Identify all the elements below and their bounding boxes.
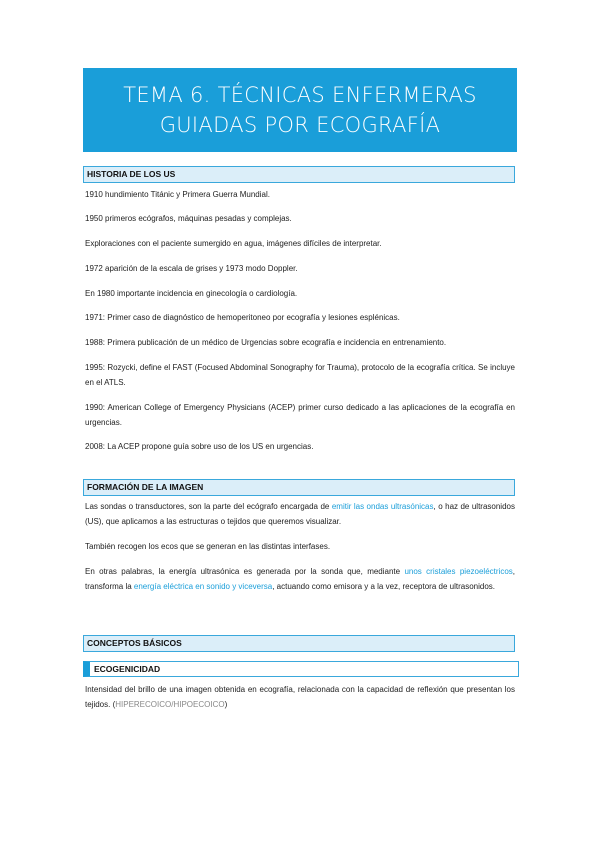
formacion-text: , transforma la: [85, 567, 515, 591]
historia-item: Exploraciones con el paciente sumergido en agua, imágenes difíciles de interpretar.: [85, 239, 382, 248]
historia-item: En 1980 importante incidencia en ginecología o cardiología.: [85, 289, 298, 298]
formacion-text: , actuando como emisora y a la vez, receptora de ultrasonidos.: [272, 581, 495, 591]
historia-item: 1972 aparición de la escala de grises y 1973 modo Doppler.: [85, 264, 298, 273]
formacion-text: , o haz de ultrasonidos (US), que aplicamos a las estructuras o tejidos que queremos visualizar.: [85, 502, 515, 526]
historia-item: 1910 hundimiento Titánic y Primera Guerra Mundial.: [85, 190, 270, 199]
highlight-text: unos cristales piezoeléctricos: [404, 567, 513, 576]
historia-item: 2008: La ACEP propone guía sobre uso de los US en urgencias.: [85, 442, 314, 451]
highlight-text: energía eléctrica en sonido y viceversa: [133, 581, 273, 591]
ecogenicidad-text: Intensidad del brillo de una imagen obtenida en ecografía, relacionada con la capacidad de reflexión que presentan los tejidos. (: [85, 685, 515, 709]
gray-text: HIPERECOICO/HIPOECOICO: [115, 699, 225, 709]
ecogenicidad-paragraph: [85, 683, 515, 712]
title-line-2: GUIADAS POR ECOGRAFÍA: [159, 113, 441, 137]
section-heading-formacion: FORMACIÓN DE LA IMAGEN: [83, 479, 515, 496]
ecogenicidad-text: ): [224, 699, 228, 709]
highlight-text: emitir las ondas ultrasónicas: [331, 502, 434, 511]
historia-item: 1990: American College of Emergency Physicians (ACEP) primer curso dedicado a las aplicaciones de la ecografía en urgencias.: [85, 403, 515, 427]
formacion-paragraph-1: [85, 500, 515, 529]
subsection-heading-ecogenicidad: ECOGENICIDAD: [83, 661, 519, 677]
historia-item: 1995: Rozycki, define el FAST (Focused Abdominal Sonography for Trauma), protocolo de la ecografía crítica. Se incluye en el ATLS.: [85, 363, 515, 387]
historia-item: 1971: Primer caso de diagnóstico de hemoperitoneo por ecografía y lesiones esplénicas.: [85, 313, 400, 322]
title-line-1: TEMA 6. TÉCNICAS ENFERMERAS: [123, 83, 477, 107]
historia-item: 1950 primeros ecógrafos, máquinas pesadas y complejas.: [85, 214, 292, 223]
section-heading-conceptos: CONCEPTOS BÁSICOS: [83, 635, 515, 652]
document-title-banner: [83, 68, 517, 152]
formacion-paragraph-3: [85, 565, 515, 594]
formacion-paragraph-2: También recogen los ecos que se generan en las distintas interfases.: [85, 542, 331, 551]
formacion-text: Las sondas o transductores, son la parte del ecógrafo encargada de: [85, 502, 332, 511]
historia-item: 1988: Primera publicación de un médico de Urgencias sobre ecografía e incidencia en entrenamiento.: [85, 338, 447, 347]
section-heading-historia: HISTORIA DE LOS US: [83, 166, 515, 183]
formacion-text: En otras palabras, la energía ultrasónica es generada por la sonda que, mediante: [85, 567, 405, 576]
